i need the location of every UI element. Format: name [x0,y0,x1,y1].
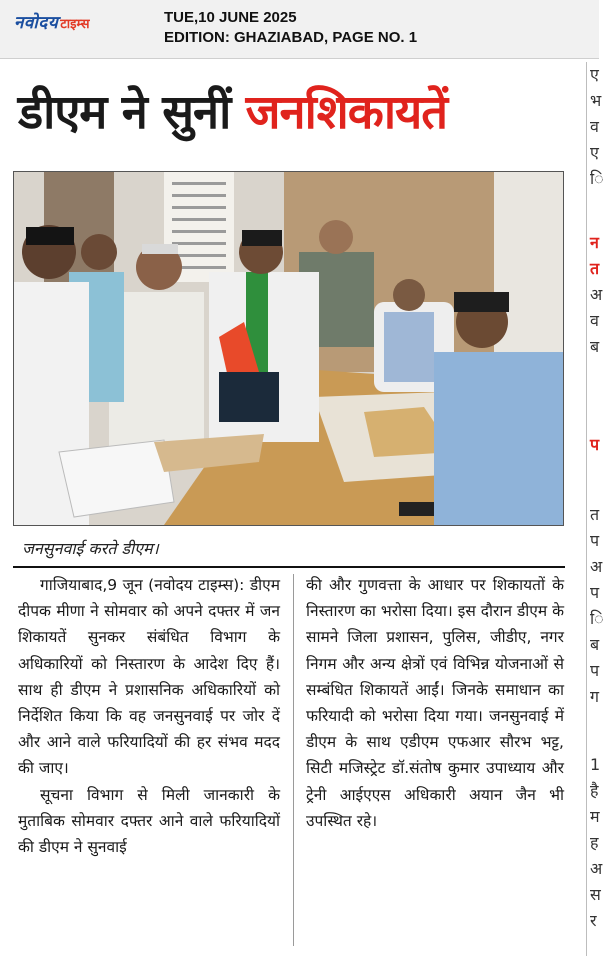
caption-divider [13,566,565,568]
edition-page-line: EDITION: GHAZIABAD, PAGE NO. 1 [164,29,418,46]
adjacent-fragment-char: र [590,911,597,930]
adjacent-fragment-char: अ [590,557,603,576]
adjacent-article-fragment [588,62,604,956]
headline-red-part: जनशिकायतें [245,85,448,140]
article-paragraph-1 [18,572,280,782]
adjacent-fragment-char: ह [590,833,599,852]
article-paragraph-2-start: सूचना विभाग से मिली जानकारी के मुताबिक सोमवार दफ्तर आने वाले फरियादियों की डीएम ने सुनवाई [18,785,280,857]
photo-illustration [14,172,563,525]
adjacent-fragment-char: ब [590,635,600,654]
logo-sub-text: टाइम्स [60,17,90,32]
adjacent-fragment-char: अ [590,285,603,304]
newspaper-logo [14,10,90,33]
article-column-right [306,572,564,952]
article-column-left [18,572,280,952]
adjacent-fragment-char: 1 [590,755,601,774]
adjacent-fragment-char: ि [590,609,604,628]
article-photo [13,171,564,526]
adjacent-fragment-char: अ [590,859,603,878]
article-paragraph-1-body: डीएम दीपक मीणा ने सोमवार को अपने दफ्तर में जन शिकायतें सुनकर संबंधित विभाग के अधिकारियों को निस्तारण के आदेश दिए हैं। साथ ही डीएम ने प्रशासनिक अधिकारियों को निर्देशित किया कि वह जनसुनवाई पर जोर दें और आने वाले फरियादियों की हर संभव मदद की जाए। [18,576,280,778]
adjacent-fragment-char: ग [590,687,600,706]
adjacent-fragment-char: व [590,311,599,330]
adjacent-fragment-char: स [590,885,601,904]
adjacent-fragment-char: भ [590,91,602,110]
headline-black-part: डीएम ने सुनीं [18,85,231,140]
article-dateline: गाजियाबाद,9 जून (नवोदय टाइम्स): [40,576,245,594]
adjacent-fragment-char: प [590,531,600,550]
adjacent-fragment-char: त [590,259,600,278]
publication-date: TUE,10 JUNE 2025 [164,9,297,26]
adjacent-fragment-char: प [590,661,600,680]
adjacent-fragment-char: म [590,807,600,826]
adjacent-fragment-char: ए [590,65,599,84]
adjacent-fragment-char: ए [590,143,599,162]
adjacent-fragment-char: व [590,117,599,136]
adjacent-fragment-char: प [590,583,600,602]
adjacent-fragment-char: है [590,781,599,800]
masthead-bar [0,0,599,59]
adjacent-fragment-char: न [590,233,599,252]
column-divider [293,574,294,946]
article-headline [18,70,578,156]
logo-main-text: नवोदय [14,13,59,33]
photo-caption: जनसुनवाई करते डीएम। [22,539,159,558]
adjacent-fragment-char: त [590,505,600,524]
adjacent-fragment-char: ब [590,337,600,356]
adjacent-fragment-char: ि [590,169,604,188]
edition-info [164,8,417,48]
article-paragraph-2-continued: की और गुणवत्ता के आधार पर शिकायतों के निस्तारण का भरोसा दिया। इस दौरान डीएम के सामने जिला प्रशासन, पुलिस, जीडीए, नगर निगम और अन्य क्षेत्रों एवं विभिन्न योजनाओं से सम्बंधित शिकायतें आईं। जिनके समाधान का फरियादी को भरोसा दिया गया। जनसुनवाई में डीएम के साथ एडीएम एफआर सौरभ भट्ट, सिटी मजिस्ट्रेट डॉ.संतोष कुमार उपाध्याय और ट्रेनी आईएएस अधिकारी अयान जैन भी उपस्थित रहे। [306,576,564,830]
adjacent-fragment-char: प [590,435,600,454]
